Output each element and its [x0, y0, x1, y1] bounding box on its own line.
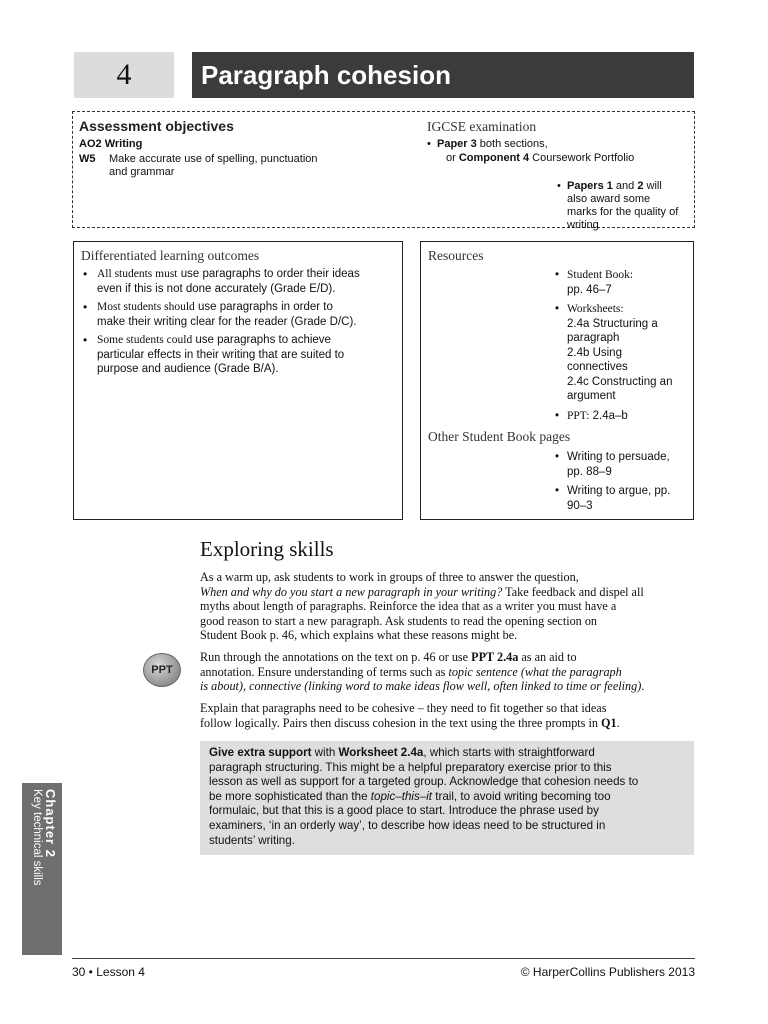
lesson-number: 4 [116, 58, 132, 91]
chapter-label: Chapter 2 [43, 789, 58, 858]
learning-outcomes-box [73, 241, 403, 520]
lesson-title-bar [192, 52, 694, 98]
resource-ppt: • PPT: 2.4a–b [555, 409, 690, 424]
chapter-side-tab [22, 783, 62, 955]
other-page-item: • Writing to argue, pp. 90–3 [555, 484, 690, 513]
ao-label: Writing [104, 138, 143, 150]
ppt-icon: PPT [143, 653, 181, 687]
resources-title: Resources [428, 248, 484, 263]
resource-student-book: • Student Book: pp. 46–7 [555, 268, 690, 297]
ao-code: AO2 [79, 138, 102, 150]
resources-box [420, 241, 694, 520]
outcome-item: • Most students should use paragraphs in order to make their writing clear for the reader (Grade D/C). [79, 300, 397, 329]
other-page-item: • Writing to persuade, pp. 88–9 [555, 450, 690, 479]
extra-support-box: Give extra support with Worksheet 2.4a, which starts with straightforward paragraph structuring. This might be a helpful preparatory exercise prior to this lesson as well as support for a targeted group. Acknowledge that cohesion needs to be more sophisticated than the topic–this–it trail, to avoid writing becoming too formulaic, but that this is a good place to start. Introduce the phrase used by examiners, ‘in an orderly way’, to describe how ideas need to be structured in students’ writing. [200, 741, 694, 855]
other-pages-list [555, 450, 690, 518]
chapter-subtitle: Key technical skills [31, 789, 43, 886]
assessment-objectives-box [72, 111, 695, 231]
outcome-item: • Some students could use paragraphs to achieve particular effects in their writing that are suited to purpose and audience (Grade B/A). [79, 333, 397, 377]
assessment-heading: Assessment objectives [79, 118, 234, 134]
section-title: Exploring skills [200, 537, 334, 561]
igcse-component4: or Component 4 Coursework Portfolio [446, 152, 635, 164]
lesson-title: Paragraph cohesion [201, 59, 451, 90]
lesson-number-box [74, 52, 174, 98]
w-text: Make accurate use of spelling, punctuation and grammar [109, 153, 318, 178]
footer-page-number: 30 • Lesson 4 [72, 965, 145, 979]
resources-list [555, 268, 690, 428]
outcome-item: • All students must use paragraphs to order their ideas even if this is not done accurately (Grade E/D). [79, 267, 397, 296]
ao-row [79, 138, 142, 151]
outcomes-list [79, 267, 397, 381]
igcse-papers-item: • Papers 1 and 2 will also award some marks for the quality of writing [557, 180, 768, 232]
footer-copyright: © HarperCollins Publishers 2013 [520, 965, 695, 979]
other-pages-title: Other Student Book pages [428, 429, 571, 444]
paragraph-warm-up: As a warm up, ask students to work in groups of three to answer the question, When and why do you start a new paragraph in your writing? Take feedback and dispel all myths about length of paragraphs. Reinforce the idea that as a writer you must have a good reason to start a new paragraph. Ask students to read the opening section on Student Book p. 46, which explains what these reasons might be. [200, 570, 644, 643]
paragraph-cohesion: Explain that paragraphs need to be cohesive – they need to fit together so that ideas follow logically. Pairs then discuss cohesion in the text using the three prompts in Q1. [200, 701, 620, 730]
footer-divider [72, 958, 695, 959]
igcse-heading: IGCSE examination [427, 119, 537, 134]
resource-worksheets: • Worksheets: 2.4a Structuring a paragraph 2.4b Using connectives 2.4c Constructing an argument [555, 302, 690, 404]
igcse-paper3-item: • Paper 3 both sections, [427, 138, 768, 151]
w-code: W5 [79, 153, 96, 165]
outcomes-title: Differentiated learning outcomes [81, 248, 260, 263]
paragraph-annotations: Run through the annotations on the text on p. 46 or use PPT 2.4a as an aid to annotation. Ensure understanding of terms such as topic sentence (what the paragraph is about), connective (linking word to make ideas flow well, often linked to time or feeling). [200, 650, 645, 694]
